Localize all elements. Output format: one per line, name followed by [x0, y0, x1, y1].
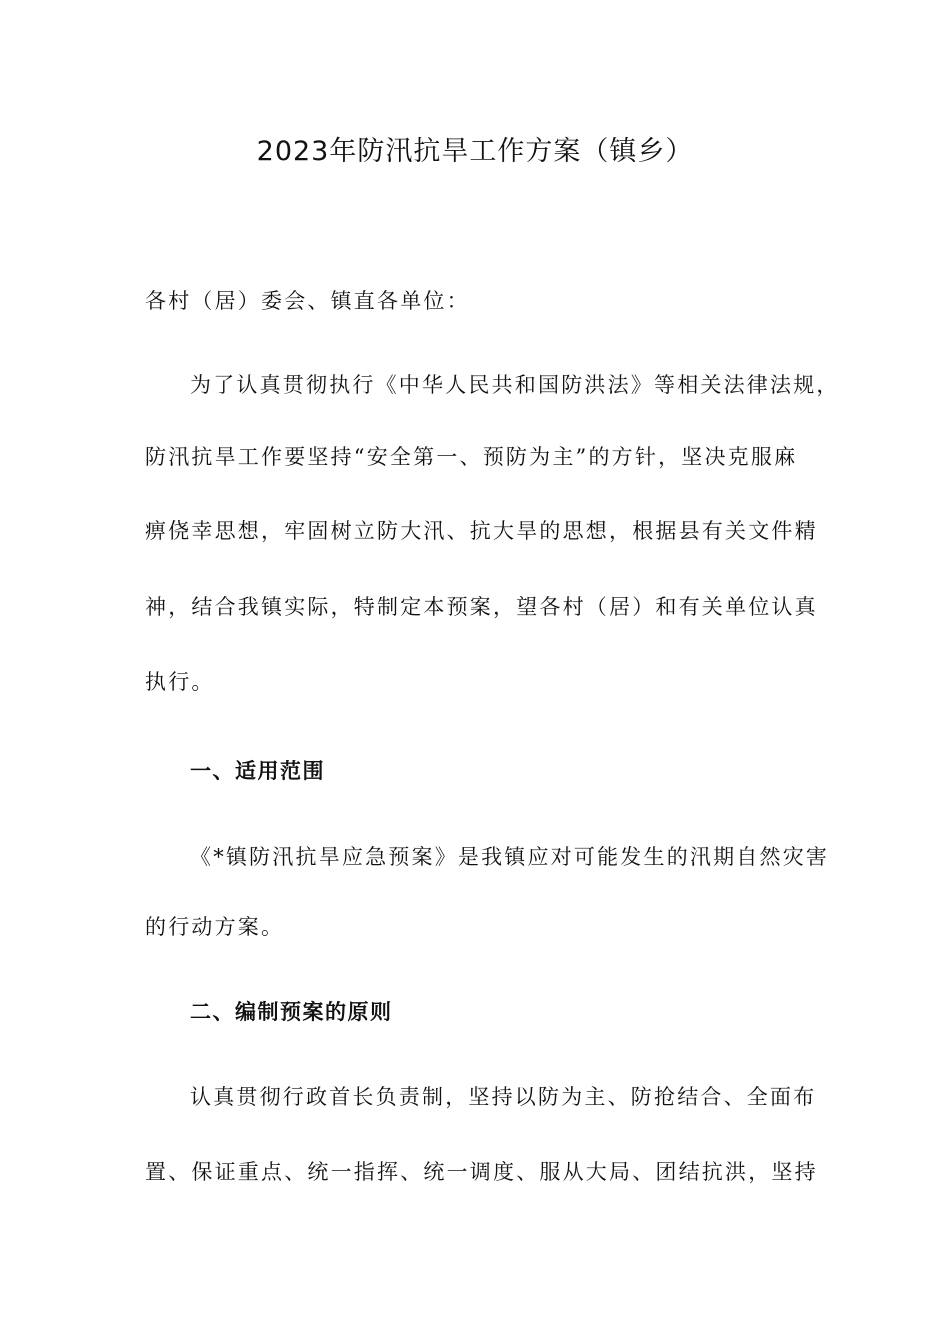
section-1-line-2: 的行动方案。	[145, 915, 285, 939]
document-title: 2023年防汛抗旱工作方案（镇乡）	[256, 136, 694, 167]
intro-line-5: 执行。	[145, 670, 215, 694]
section-1-heading: 一、适用范围	[190, 759, 325, 783]
section-2-line-2: 置、保证重点、统一指挥、统一调度、服从大局、团结抗洪，坚持	[145, 1160, 818, 1184]
section-2-line-1: 认真贯彻行政首长负责制，坚持以防为主、防抢结合、全面布	[190, 1085, 817, 1109]
section-1-line-1: 《*镇防汛抗旱应急预案》是我镇应对可能发生的汛期自然灾害	[190, 845, 830, 869]
section-2-heading: 二、编制预案的原则	[190, 1000, 393, 1024]
intro-line-4: 神，结合我镇实际，特制定本预案，望各村（居）和有关单位认真	[145, 595, 818, 619]
intro-line-3: 痹侥幸思想，牢固树立防大汛、抗大旱的思想，根据县有关文件精	[145, 519, 818, 543]
intro-line-2: 防汛抗旱工作要坚持“安全第一、预防为主”的方针，坚决克服麻	[145, 445, 798, 469]
intro-line-1: 为了认真贯彻执行《中华人民共和国防洪法》等相关法律法规，	[190, 373, 840, 397]
salutation: 各村（居）委会、镇直各单位：	[145, 289, 470, 313]
